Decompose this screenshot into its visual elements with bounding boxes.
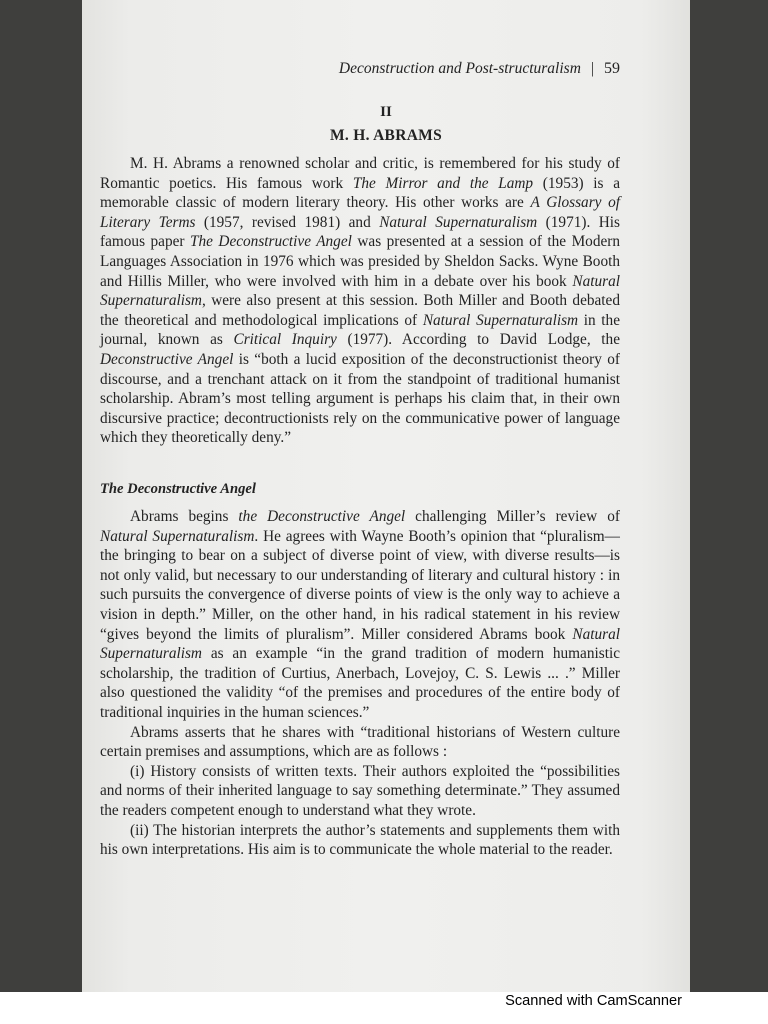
- para2-text-4: as an example “in the grand tradition of modern humanistic scholarship, the tradition of Curtius, Anerbach, Lovejoy, C. S. Lewis ... .” Miller also questioned the validity “of the premises and procedures of the entire body of traditional inquiries in the human sciences.”: [100, 645, 620, 721]
- title-deconstructive-angel-2: Deconstructive Angel: [100, 350, 234, 368]
- paragraph-3: Abrams asserts that he shares with “traditional historians of Western culture certain premises and assumptions, which are as follows :: [100, 723, 620, 761]
- title-mirror-and-lamp: The Mirror and the Lamp: [352, 174, 534, 192]
- para2-text-3: . He agrees with Wayne Booth’s opinion that “pluralism—the bringing to bear on a subject of diverse point of view, with diverse results—is not only valid, but necessary to our understanding of literary and cultural history : in such pursuits the convergence of diverse points of view is the only way to achieve a vision in depth.” Miller, on the other hand, in his radical statement in his review “gives beyond the limits of pluralism”. Miller considered Abrams book: [100, 527, 620, 643]
- intro-text-8: (1977). According to David Lodge, the: [336, 331, 620, 349]
- intro-text-2: (1953) is a memorable classic of modern literary theory. His other works are: [100, 174, 620, 212]
- scanner-watermark: Scanned with CamScanner: [505, 993, 682, 1009]
- intro-text-6: , were also present at this session. Both Miller and Booth debated the theoretical and methodological implications of: [100, 292, 620, 329]
- list-item-2: (ii) The historian interprets the author’s statements and supplements them with his own interpretations. His aim is to communicate the whole material to the reader.: [100, 821, 620, 859]
- section-title: M. H. ABRAMS: [329, 127, 443, 144]
- intro-text-4: (1971). His famous paper: [100, 213, 620, 251]
- title-critical-inquiry: Critical Inquiry: [233, 331, 337, 349]
- title-deconstructive-angel: The Deconstructive Angel: [189, 233, 352, 251]
- title-glossary: A Glossary of Literary Terms: [100, 194, 620, 231]
- list-item-1: (i) History consists of written texts. Their authors exploited the “possibilities and norms of their inherited language to say something determinate.” They assumed the readers competent enough to understand what they wrote.: [100, 762, 620, 819]
- intro-text-1: M. H. Abrams a renowned scholar and critic, is remembered for his study of Romantic poetics. His famous work: [100, 155, 620, 192]
- page-number: 59: [604, 60, 620, 77]
- section-number: II: [380, 104, 392, 120]
- subheading: The Deconstructive Angel: [100, 481, 256, 497]
- title-deconstructive-angel-3: the Deconstructive Angel: [238, 508, 406, 525]
- title-natural-supernaturalism-5: Natural Supernaturalism: [100, 625, 620, 663]
- paragraph-2: [100, 507, 620, 723]
- intro-text-5: was presented at a session of the Modern Languages Association in 1976 which was presided by Sheldon Sacks. Wyne Booth and Hillis Miller, who were involved with him in a debate over his book: [100, 233, 620, 290]
- intro-paragraph: [100, 154, 620, 448]
- title-natural-supernaturalism: Natural Supernaturalism: [379, 213, 538, 231]
- title-natural-supernaturalism-3: Natural Supernaturalism: [422, 311, 579, 329]
- running-header: [82, 60, 620, 78]
- intro-block: [100, 154, 620, 448]
- title-natural-supernaturalism-4: Natural Supernaturalism: [100, 527, 255, 545]
- main-block: [100, 507, 620, 860]
- intro-text-9: is “both a lucid exposition of the deconstructionist theory of discourse, and a trenchant attack on it from the standpoint of traditional humanist scholarship. Abram’s most telling argument is perhaps his claim that, in their own discursive practice; decontructionists rely on the communicative power of language which they theoretically deny.”: [100, 350, 620, 447]
- running-header-title: Deconstruction and Post-structuralism: [338, 60, 581, 77]
- header-separator: |: [590, 60, 594, 77]
- title-natural-supernaturalism-2: Natural Supernaturalism: [100, 272, 620, 310]
- para2-text-1: Abrams begins: [130, 508, 239, 525]
- book-page: [82, 0, 690, 992]
- para2-text-2: challenging Miller’s review of: [405, 508, 620, 525]
- intro-text-7: in the journal, known as: [100, 311, 620, 349]
- intro-text-3: (1957, revised 1981) and: [195, 213, 380, 231]
